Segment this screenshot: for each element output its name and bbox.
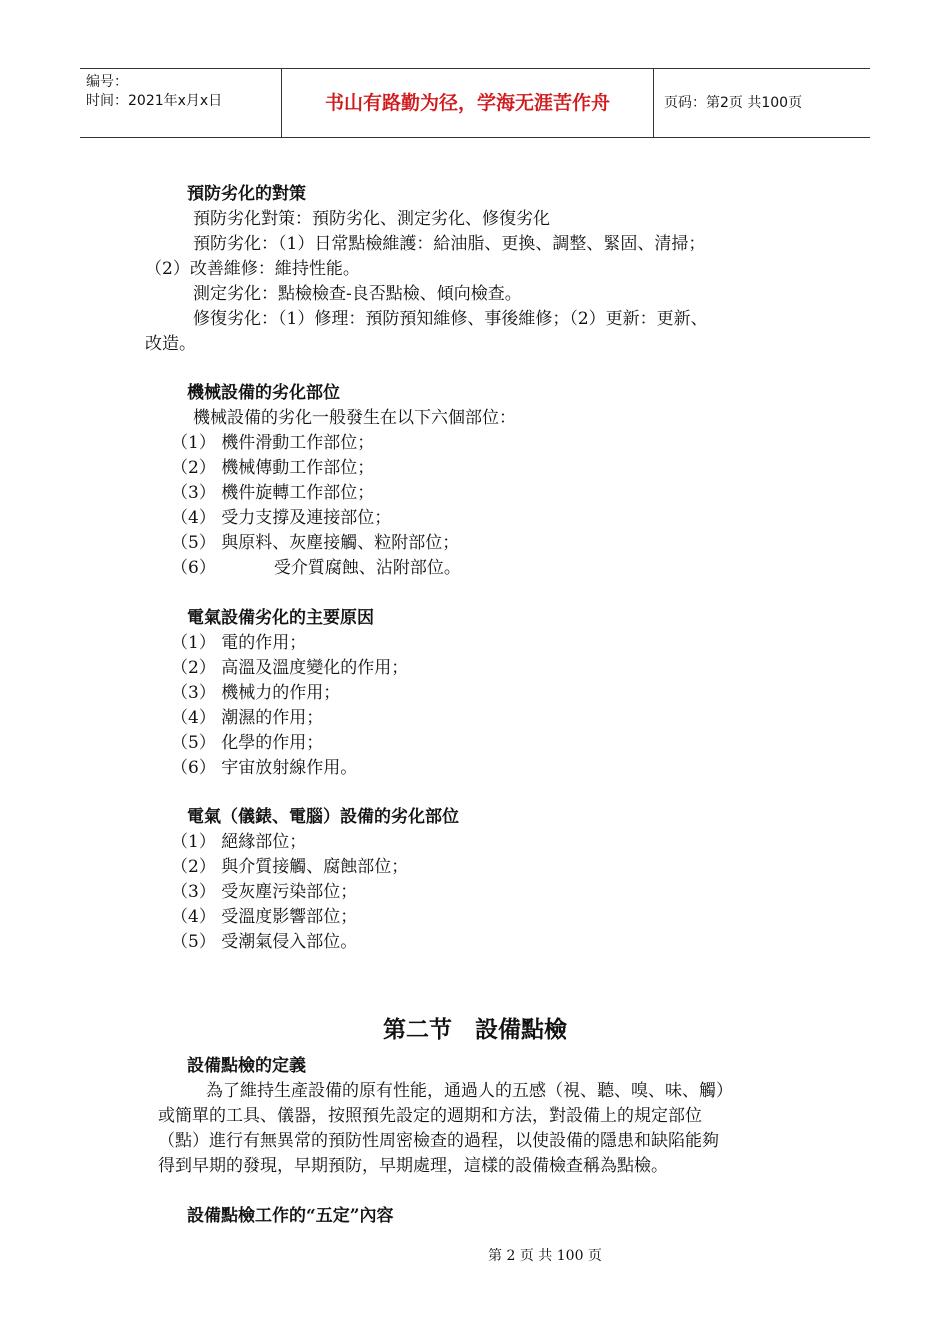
date-label: 时间：2021年x月x日	[86, 93, 223, 109]
section-heading: 第二节 設備點檢	[383, 1016, 567, 1043]
paragraph-line: （點）進行有無異常的預防性周密檢查的過程，以使設備的隱患和缺陷能夠	[158, 1131, 719, 1151]
list-item: （3） 受灰塵污染部位；	[171, 882, 358, 902]
heading-mechanical-deterioration-parts: 機械設備的劣化部位	[187, 383, 340, 403]
list-item: （3） 機械力的作用；	[171, 683, 341, 703]
list-item: （3） 機件旋轉工作部位；	[171, 483, 375, 503]
paragraph-line: 或簡單的工具、儀器，按照預先設定的週期和方法，對設備上的規定部位	[158, 1106, 702, 1126]
list-item	[171, 556, 461, 580]
list-item: （5） 受潮氣侵入部位。	[171, 932, 358, 952]
list-item: （6） 宇宙放射線作用。	[171, 758, 358, 778]
paragraph-line: 測定劣化：點檢檢查-良否點檢、傾向檢查。	[193, 284, 522, 304]
list-item-text: 受介質腐蝕、沾附部位。	[273, 558, 461, 578]
list-item: （4） 受溫度影響部位；	[171, 907, 358, 927]
list-item: （1） 機件滑動工作部位；	[171, 433, 375, 453]
heading-prevent-deterioration: 預防劣化的對策	[187, 184, 306, 204]
heading-inspection-definition: 設備點檢的定義	[187, 1056, 306, 1076]
paragraph-line: 改造。	[145, 334, 196, 354]
list-item: （4） 潮濕的作用；	[171, 708, 324, 728]
serial-number-label: 编号：	[86, 74, 128, 90]
header-page-info: 页码：第2页 共100页	[664, 95, 803, 111]
heading-electrical-deterioration-parts: 電氣（儀錶、電腦）設備的劣化部位	[187, 807, 459, 827]
paragraph-line: 預防劣化對策：預防劣化、測定劣化、修復劣化	[193, 209, 550, 229]
list-item: （1） 電的作用；	[171, 633, 307, 653]
heading-five-fixed-contents: 設備點檢工作的“五定”內容	[187, 1206, 394, 1226]
paragraph-line: 機械設備的劣化一般發生在以下六個部位：	[193, 408, 516, 428]
paragraph-line: （2）改善維修：維持性能。	[145, 259, 360, 279]
page-header-table	[80, 68, 870, 138]
paragraph-line: 得到早期的發現，早期預防，早期處理，這樣的設備檢查稱為點檢。	[158, 1156, 668, 1176]
page-footer: 第 2 页 共 100 页	[488, 1248, 602, 1264]
heading-electrical-deterioration-causes: 電氣設備劣化的主要原因	[187, 608, 374, 628]
paragraph-line: 為了維持生產設備的原有性能，通過人的五感（視、聽、嗅、味、觸）	[206, 1081, 733, 1101]
list-item: （2） 與介質接觸、腐蝕部位；	[171, 857, 409, 877]
list-item: （4） 受力支撐及連接部位；	[171, 508, 392, 528]
list-item: （5） 化學的作用；	[171, 733, 324, 753]
header-motto: 书山有路勤为径，学海无涯苦作舟	[282, 69, 654, 137]
paragraph-line: 預防劣化：（1）日常點檢維護：給油脂、更換、調整、緊固、清掃；	[193, 234, 706, 254]
list-item: （1） 絕緣部位；	[171, 832, 307, 852]
list-item: （5） 與原料、灰塵接觸、粒附部位；	[171, 533, 460, 553]
header-meta-cell	[80, 69, 282, 137]
list-item: （2） 機械傳動工作部位；	[171, 458, 375, 478]
paragraph-line: 修復劣化：（1）修理：預防預知維修、事後維修；（2）更新：更新、	[193, 309, 708, 329]
list-item: （2） 高溫及溫度變化的作用；	[171, 658, 409, 678]
list-item-number: （6）	[171, 558, 216, 578]
